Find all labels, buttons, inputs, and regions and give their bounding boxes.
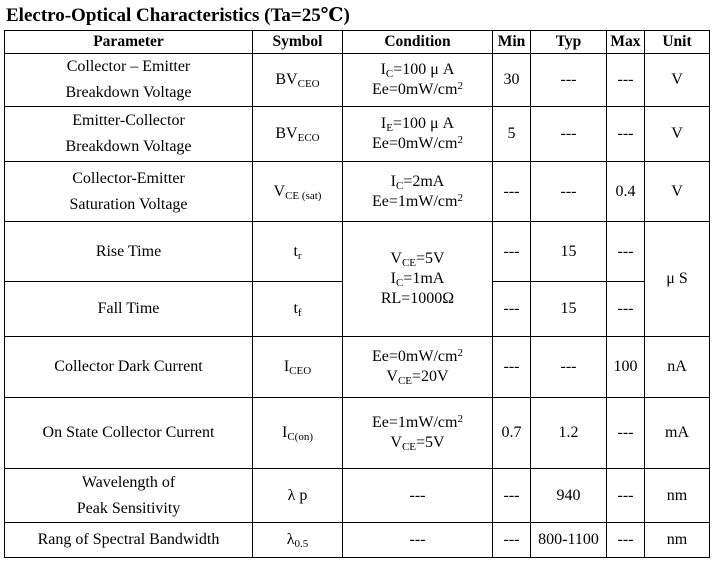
condition-text: RL=1000Ω [380,290,455,307]
header-row [5,31,710,54]
condition-supscript: 2 [457,413,463,425]
max-cell: 0.4 [607,162,645,222]
condition-cell [343,337,493,398]
parameter-line: Rise Time [95,242,162,260]
condition-text: --- [409,531,426,548]
condition-line [343,134,492,154]
table-row [5,337,710,398]
parameter-line: Peak Sensitivity [76,499,181,517]
min-cell: --- [493,162,531,222]
condition-text: I [390,270,396,287]
max-cell: --- [607,222,645,282]
condition-text: =2mA [403,172,445,190]
parameter-line: Collector – Emitter [66,58,191,75]
condition-cell [343,469,493,523]
max-cell: 100 [607,337,645,398]
parameter-cell [5,469,253,523]
min-cell: 0.7 [493,398,531,469]
table-row [5,398,710,469]
condition-text: =1mA [403,270,445,287]
max-cell: --- [607,107,645,162]
parameter-line: Wavelength of [81,473,176,491]
symbol-text: t [293,300,298,317]
table-row [5,107,710,162]
unit-cell: V [645,54,710,107]
condition-text: V [386,368,398,385]
typ-cell: --- [531,54,607,107]
condition-text: I [390,172,396,190]
symbol-cell [253,107,343,162]
condition-subscript: C [385,68,394,80]
min-cell: 30 [493,54,531,107]
condition-text: =100 μ A [392,115,455,132]
condition-text: =5V [416,434,445,451]
parameter-line: Rang of Spectral Bandwidth [37,531,220,548]
condition-text: Ee=0mW/cm [372,81,458,98]
symbol-cell [253,282,343,337]
header-typ: Typ [531,31,607,54]
condition-cell [343,54,493,107]
parameter-line: Fall Time [97,300,160,317]
condition-line [343,413,492,433]
parameter-cell [5,282,253,337]
parameter-cell [5,54,253,107]
condition-supscript: 2 [457,134,463,146]
max-cell: --- [607,469,645,523]
symbol-subscript: f [297,307,302,319]
unit-cell: mA [645,398,710,469]
symbol-text: BV [275,125,298,142]
condition-line [343,530,492,550]
symbol-text: BV [275,71,298,88]
typ-cell: 800-1100 [531,523,607,558]
symbol-cell [253,523,343,558]
parameter-line: Saturation Voltage [69,195,188,213]
parameter-cell [5,107,253,162]
symbol-subscript: CE (sat) [285,189,322,202]
condition-line [343,172,492,192]
condition-supscript: 2 [457,80,463,92]
min-cell: --- [493,523,531,558]
symbol-subscript: ECO [297,132,320,144]
symbol-cell [253,337,343,398]
symbol-cell [253,222,343,282]
condition-text: --- [409,486,426,504]
typ-cell: 1.2 [531,398,607,469]
symbol-subscript: C(on) [287,431,313,443]
condition-text: Ee=1mW/cm [372,414,458,431]
min-cell: --- [493,337,531,398]
min-cell: 5 [493,107,531,162]
unit-cell: nm [645,469,710,523]
characteristics-table [4,30,710,558]
condition-subscript: C [395,179,404,192]
condition-line [343,80,492,100]
symbol-text: V [273,182,286,200]
condition-text: =20V [412,368,449,385]
condition-subscript: CE [397,375,413,387]
header-symbol: Symbol [253,31,343,54]
typ-cell: 940 [531,469,607,523]
condition-text: Ee=0mW/cm [372,348,458,365]
symbol-subscript: r [297,249,302,262]
unit-cell: nm [645,523,710,558]
table-row [5,54,710,107]
typ-cell: --- [531,337,607,398]
min-cell: --- [493,222,531,282]
condition-cell [343,523,493,558]
parameter-line: Emitter-Collector [72,112,185,129]
condition-text: V [390,250,402,267]
table-row [5,469,710,523]
parameter-line: Collector-Emitter [72,169,185,187]
unit-cell: V [645,107,710,162]
condition-line [343,289,492,309]
parameter-line: Breakdown Voltage [65,138,192,155]
symbol-text: λ [286,531,295,548]
typ-cell: --- [531,107,607,162]
max-cell: --- [607,282,645,337]
condition-text: Ee=1mW/cm [372,192,458,210]
condition-cell [343,162,493,222]
symbol-text: I [283,358,290,375]
condition-subscript: E [386,122,393,134]
max-cell: --- [607,398,645,469]
condition-cell [343,107,493,162]
header-min: Min [493,31,531,54]
header-parameter: Parameter [5,31,253,54]
symbol-cell [253,398,343,469]
header-max: Max [607,31,645,54]
condition-text: Ee=0mW/cm [372,135,458,152]
parameter-line: Breakdown Voltage [65,84,192,101]
condition-text: =5V [416,250,445,267]
condition-subscript: C [395,277,404,289]
parameter-line: On State Collector Current [42,424,215,441]
condition-line [343,60,492,80]
typ-cell: 15 [531,282,607,337]
condition-text: I [380,61,386,78]
condition-supscript: 2 [457,347,463,359]
header-unit: Unit [645,31,710,54]
condition-line [343,486,492,506]
condition-subscript: CE [401,257,417,269]
symbol-cell [253,162,343,222]
min-cell: --- [493,282,531,337]
condition-line [343,367,492,387]
unit-cell: nA [645,337,710,398]
header-condition: Condition [343,31,493,54]
condition-line [343,433,492,453]
parameter-line: Collector Dark Current [54,358,203,375]
symbol-cell [253,469,343,523]
symbol-subscript: 0.5 [294,538,309,550]
condition-text: I [380,115,387,132]
symbol-text: t [293,242,298,260]
parameter-cell [5,222,253,282]
symbol-text: λ p [287,486,308,504]
parameter-cell [5,398,253,469]
typ-cell: 15 [531,222,607,282]
table-row [5,162,710,222]
unit-cell: μ S [645,222,710,337]
min-cell: --- [493,469,531,523]
parameter-cell [5,337,253,398]
table-row [5,523,710,558]
symbol-subscript: CEO [289,365,312,377]
condition-text: V [390,434,402,451]
parameter-cell [5,162,253,222]
condition-line [343,347,492,367]
condition-supscript: 2 [457,191,463,204]
parameter-cell [5,523,253,558]
condition-line [343,249,492,269]
table-row [5,222,710,282]
condition-line [343,192,492,212]
max-cell: --- [607,54,645,107]
typ-cell: --- [531,162,607,222]
page-title: Electro-Optical Characteristics (Ta=25℃) [6,5,350,26]
condition-text: =100 μ A [393,61,455,78]
condition-line [343,269,492,289]
symbol-subscript: CEO [297,78,320,90]
symbol-cell [253,54,343,107]
max-cell: --- [607,523,645,558]
condition-line [343,114,492,134]
unit-cell: V [645,162,710,222]
condition-cell [343,398,493,469]
symbol-text: I [282,424,288,441]
condition-cell [343,222,493,337]
condition-subscript: CE [401,441,417,453]
